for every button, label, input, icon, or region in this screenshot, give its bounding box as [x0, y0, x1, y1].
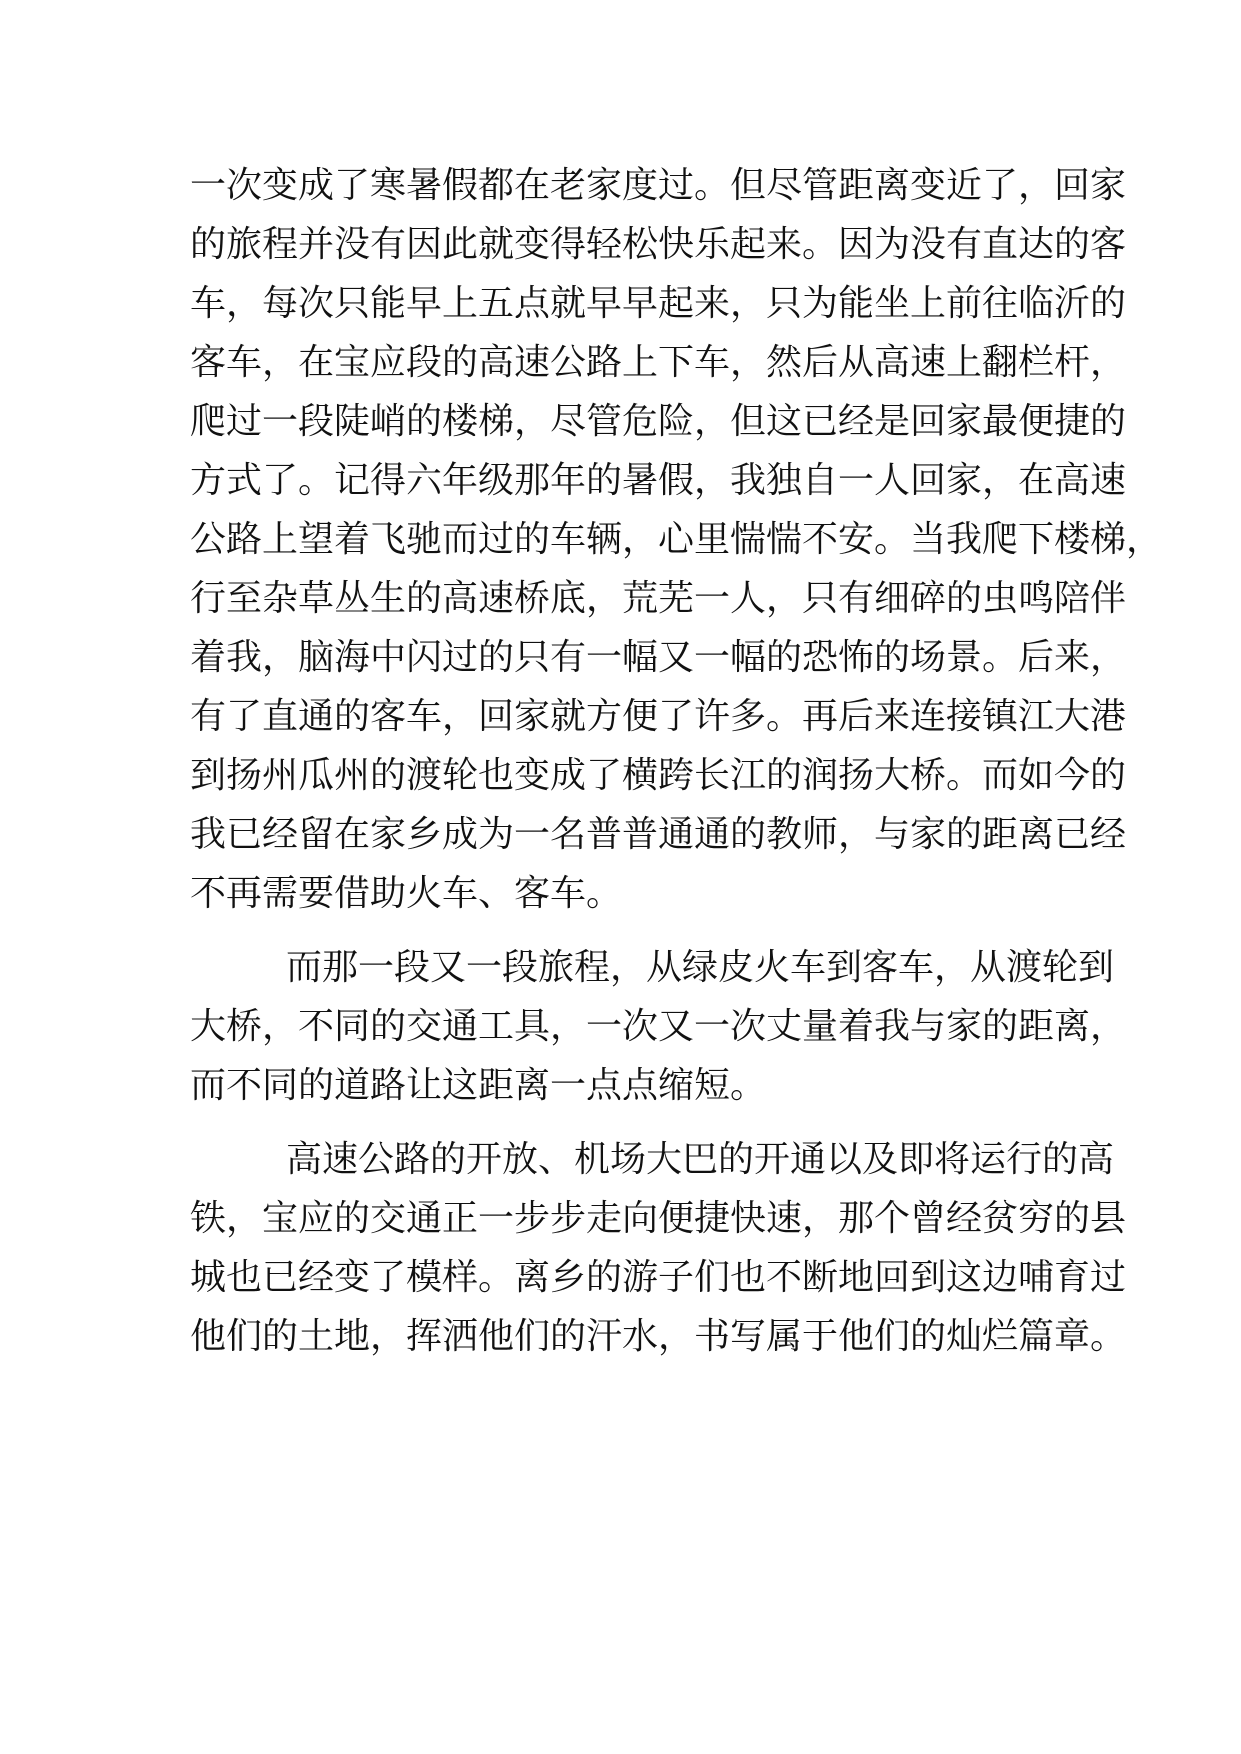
text-line: 城也已经变了模样。离乡的游子们也不断地回到这边哺育过	[190, 1257, 1127, 1298]
text-line: 大桥，不同的交通工具，一次又一次丈量着我与家的距离，	[190, 1006, 1127, 1047]
text-line: 行至杂草丛生的高速桥底，荒芜一人，只有细碎的虫鸣陪伴	[190, 578, 1127, 619]
text-line: 一次变成了寒暑假都在老家度过。但尽管距离变近了，回家	[190, 165, 1127, 206]
text-line: 铁，宝应的交通正一步步走向便捷快速，那个曾经贫穷的县	[190, 1198, 1127, 1239]
paragraph-3	[190, 1130, 1127, 1366]
text-line: 到扬州瓜州的渡轮也变成了横跨长江的润扬大桥。而如今的	[190, 755, 1127, 796]
document-body	[190, 156, 1163, 1366]
text-line: 车，每次只能早上五点就早早起来，只为能坐上前往临沂的	[190, 283, 1127, 324]
text-line: 而不同的道路让这距离一点点缩短。	[190, 1065, 767, 1106]
text-line: 的旅程并没有因此就变得轻松快乐起来。因为没有直达的客	[190, 224, 1127, 265]
text-line: 他们的土地，挥洒他们的汗水，书写属于他们的灿烂篇章。	[190, 1316, 1127, 1357]
text-line: 客车，在宝应段的高速公路上下车，然后从高速上翻栏杆，	[190, 342, 1127, 383]
text-line: 爬过一段陡峭的楼梯，尽管危险，但这已经是回家最便捷的	[190, 401, 1127, 442]
text-line: 不再需要借助火车、客车。	[190, 873, 623, 914]
text-line: 着我，脑海中闪过的只有一幅又一幅的恐怖的场景。后来，	[190, 637, 1127, 678]
text-line: 方式了。记得六年级那年的暑假，我独自一人回家，在高速	[190, 460, 1127, 501]
text-line: 有了直通的客车，回家就方便了许多。再后来连接镇江大港	[190, 696, 1127, 737]
text-line: 公路上望着飞驰而过的车辆，心里惴惴不安。当我爬下楼梯，	[190, 519, 1163, 560]
paragraph-1	[190, 156, 1163, 923]
text-line: 而那一段又一段旅程，从绿皮火车到客车，从渡轮到	[286, 947, 1115, 988]
text-line: 高速公路的开放、机场大巴的开通以及即将运行的高	[286, 1139, 1115, 1180]
paragraph-2	[190, 938, 1127, 1115]
text-line: 我已经留在家乡成为一名普普通通的教师，与家的距离已经	[190, 814, 1127, 855]
